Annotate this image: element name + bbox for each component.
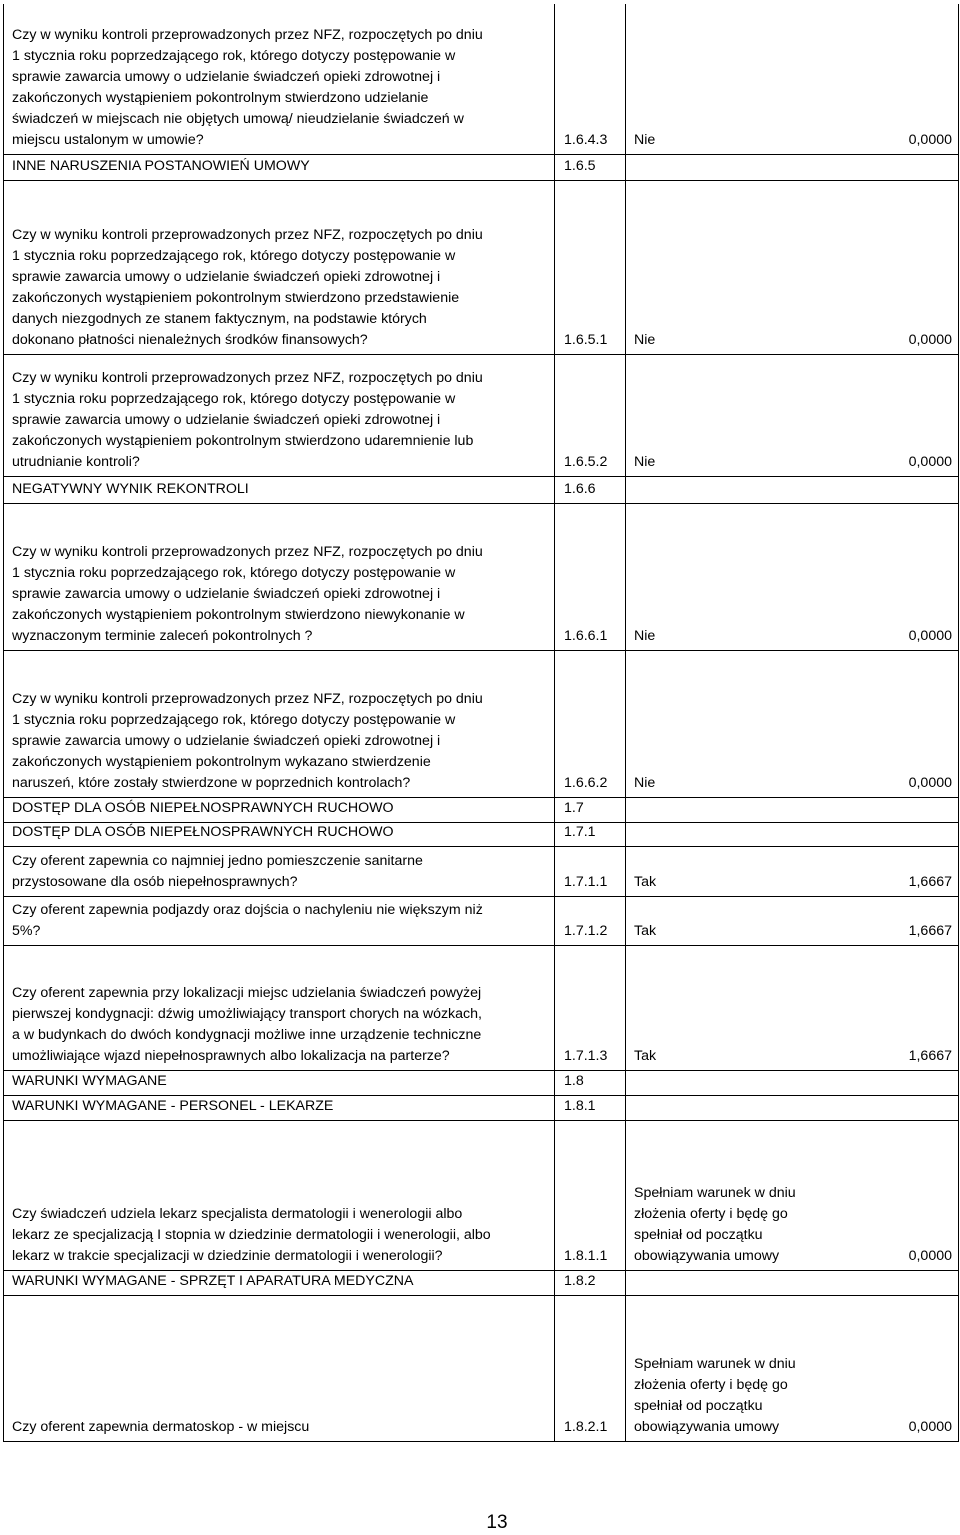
answer-text: Tak	[634, 1048, 657, 1064]
score-value: 0,0000	[908, 1248, 952, 1264]
question-text: WARUNKI WYMAGANE - SPRZĘT I APARATURA MEDYCZNA	[12, 1273, 414, 1289]
question-text: sprawie zawarcia umowy o udzielanie świadczeń opieki zdrowotnej i	[12, 586, 441, 602]
question-text: wyznaczonym terminie zaleceń pokontrolnych ?	[12, 628, 313, 644]
criterion-code: 1.7.1.2	[564, 923, 608, 939]
answer-text: Spełniam warunek w dniu	[634, 1356, 796, 1372]
question-text: a w budynkach do dwóch kondygnacji możliwe inne urządzenie techniczne	[12, 1027, 482, 1043]
answer-text: złożenia oferty i będę go	[634, 1206, 788, 1222]
row-separator	[3, 354, 959, 355]
column-divider-code	[554, 846, 555, 896]
question-text: Czy w wyniku kontroli przeprowadzonych przez NFZ, rozpoczętych po dniu	[12, 27, 483, 43]
criterion-code: 1.7.1.3	[564, 1048, 608, 1064]
criterion-code: 1.6.6.1	[564, 628, 608, 644]
answer-text: Nie	[634, 132, 656, 148]
question-text: sprawie zawarcia umowy o udzielanie świadczeń opieki zdrowotnej i	[12, 69, 441, 85]
column-divider-code	[554, 945, 555, 1070]
column-divider-code	[554, 154, 555, 180]
column-divider-code	[554, 1120, 555, 1270]
criterion-code: 1.8.2.1	[564, 1419, 608, 1435]
question-text: Czy oferent zapewnia co najmniej jedno pomieszczenie sanitarne	[12, 853, 423, 869]
question-text: zakończonych wystąpieniem pokontrolnym stwierdzono niewykonanie w	[12, 607, 465, 623]
question-text: DOSTĘP DLA OSÓB NIEPEŁNOSPRAWNYCH RUCHOWO	[12, 824, 394, 840]
row-separator	[3, 180, 959, 181]
question-text: sprawie zawarcia umowy o udzielanie świadczeń opieki zdrowotnej i	[12, 269, 441, 285]
question-text: zakończonych wystąpieniem pokontrolnym stwierdzono przedstawienie	[12, 290, 460, 306]
question-text: Czy w wyniku kontroli przeprowadzonych przez NFZ, rozpoczętych po dniu	[12, 691, 483, 707]
score-value: 0,0000	[908, 454, 952, 470]
criterion-code: 1.8.1.1	[564, 1248, 608, 1264]
score-value: 0,0000	[908, 775, 952, 791]
question-text: Czy w wyniku kontroli przeprowadzonych przez NFZ, rozpoczętych po dniu	[12, 370, 483, 386]
question-text: miejscu ustalonym w umowie?	[12, 132, 204, 148]
question-text: WARUNKI WYMAGANE - PERSONEL - LEKARZE	[12, 1098, 334, 1114]
criterion-code: 1.8.2	[564, 1273, 596, 1289]
question-text: NEGATYWNY WYNIK REKONTROLI	[12, 481, 249, 497]
answer-text: obowiązywania umowy	[634, 1419, 780, 1435]
column-divider-code	[554, 1095, 555, 1120]
score-value: 0,0000	[908, 628, 952, 644]
answer-text: Tak	[634, 874, 657, 890]
question-text: Czy w wyniku kontroli przeprowadzonych przez NFZ, rozpoczętych po dniu	[12, 544, 483, 560]
column-divider-code	[554, 503, 555, 650]
question-text: lekarz w trakcie specjalizacji w dziedzinie dermatologii i wenerologii?	[12, 1248, 443, 1264]
question-text: umożliwiające wjazd niepełnosprawnych albo lokalizacja na parterze?	[12, 1048, 450, 1064]
criterion-code: 1.6.4.3	[564, 132, 608, 148]
answer-text: złożenia oferty i będę go	[634, 1377, 788, 1393]
score-value: 0,0000	[908, 332, 952, 348]
question-text: sprawie zawarcia umowy o udzielanie świadczeń opieki zdrowotnej i	[12, 412, 441, 428]
answer-text: Nie	[634, 775, 656, 791]
criterion-code: 1.6.6	[564, 481, 596, 497]
question-text: 1 stycznia roku poprzedzającego rok, którego dotyczy postępowanie w	[12, 565, 456, 581]
question-text: zakończonych wystąpieniem pokontrolnym stwierdzono udzielanie	[12, 90, 429, 106]
question-text: Czy w wyniku kontroli przeprowadzonych przez NFZ, rozpoczętych po dniu	[12, 227, 483, 243]
criterion-code: 1.8.1	[564, 1098, 596, 1114]
question-text: naruszeń, które zostały stwierdzone w poprzednich kontrolach?	[12, 775, 411, 791]
column-divider-code	[554, 797, 555, 822]
question-text: pierwszej kondygnacji: dźwig umożliwiający transport chorych na wózkach,	[12, 1006, 482, 1022]
question-text: utrudnianie kontroli?	[12, 454, 140, 470]
criterion-code: 1.6.6.2	[564, 775, 608, 791]
question-text: dokonano płatności nienależnych środków finansowych?	[12, 332, 368, 348]
question-text: INNE NARUSZENIA POSTANOWIEŃ UMOWY	[12, 158, 310, 174]
table-border-right	[958, 4, 959, 1441]
column-divider-code	[554, 4, 555, 154]
question-text: DOSTĘP DLA OSÓB NIEPEŁNOSPRAWNYCH RUCHOWO	[12, 800, 394, 816]
column-divider-code	[554, 354, 555, 476]
score-value: 1,6667	[908, 874, 952, 890]
question-text: zakończonych wystąpieniem pokontrolnym stwierdzono udaremnienie lub	[12, 433, 474, 449]
column-divider-code	[554, 896, 555, 945]
answer-text: spełniał od początku	[634, 1227, 763, 1243]
criterion-code: 1.7.1.1	[564, 874, 608, 890]
question-text: WARUNKI WYMAGANE	[12, 1073, 167, 1089]
page-number: 13	[486, 1512, 508, 1533]
column-divider-code	[554, 650, 555, 797]
question-text: świadczeń w miejscach nie objętych umową/ nieudzielanie świadczeń w	[12, 111, 464, 127]
column-divider-code	[554, 822, 555, 846]
answer-text: spełniał od początku	[634, 1398, 763, 1414]
question-text: danych niezgodnych ze stanem faktycznym, na podstawie których	[12, 311, 427, 327]
answer-text: Tak	[634, 923, 657, 939]
row-separator	[3, 945, 959, 946]
question-text: lekarz ze specjalizacją I stopnia w dziedzinie dermatologii i wenerologii, albo	[12, 1227, 491, 1243]
table-border-left	[3, 4, 4, 1441]
question-text: 1 stycznia roku poprzedzającego rok, którego dotyczy postępowanie w	[12, 248, 456, 264]
question-text: sprawie zawarcia umowy o udzielanie świadczeń opieki zdrowotnej i	[12, 733, 441, 749]
score-value: 0,0000	[908, 1419, 952, 1435]
question-text: Czy oferent zapewnia dermatoskop - w miejscu	[12, 1419, 310, 1435]
criterion-code: 1.6.5.2	[564, 454, 608, 470]
column-divider-code	[554, 476, 555, 503]
row-separator	[3, 846, 959, 847]
score-value: 0,0000	[908, 132, 952, 148]
row-separator	[3, 503, 959, 504]
answer-text: Nie	[634, 332, 656, 348]
column-divider-answer	[625, 4, 626, 1441]
question-text: Czy oferent zapewnia podjazdy oraz dojścia o nachyleniu nie większym niż	[12, 902, 483, 918]
column-divider-code	[554, 1070, 555, 1095]
row-separator	[3, 1120, 959, 1121]
question-text: Czy oferent zapewnia przy lokalizacji miejsc udzielania świadczeń powyżej	[12, 985, 482, 1001]
answer-text: Spełniam warunek w dniu	[634, 1185, 796, 1201]
score-value: 1,6667	[908, 923, 952, 939]
row-separator	[3, 1441, 959, 1442]
column-divider-code	[554, 180, 555, 354]
question-text: 1 stycznia roku poprzedzającego rok, którego dotyczy postępowanie w	[12, 712, 456, 728]
row-separator	[3, 650, 959, 651]
question-text: przystosowane dla osób niepełnosprawnych?	[12, 874, 298, 890]
answer-text: Nie	[634, 454, 656, 470]
row-separator	[3, 1295, 959, 1296]
criterion-code: 1.7	[564, 800, 584, 816]
question-text: 5%?	[12, 923, 41, 939]
score-value: 1,6667	[908, 1048, 952, 1064]
criterion-code: 1.6.5.1	[564, 332, 608, 348]
question-text: 1 stycznia roku poprzedzającego rok, którego dotyczy postępowanie w	[12, 391, 456, 407]
row-separator	[3, 896, 959, 897]
question-text: 1 stycznia roku poprzedzającego rok, którego dotyczy postępowanie w	[12, 48, 456, 64]
row-separator	[3, 476, 959, 477]
criterion-code: 1.8	[564, 1073, 584, 1089]
answer-text: obowiązywania umowy	[634, 1248, 780, 1264]
criterion-code: 1.6.5	[564, 158, 596, 174]
question-text: zakończonych wystąpieniem pokontrolnym wykazano stwierdzenie	[12, 754, 431, 770]
column-divider-code	[554, 1295, 555, 1441]
column-divider-code	[554, 1270, 555, 1295]
row-separator	[3, 154, 959, 155]
criterion-code: 1.7.1	[564, 824, 596, 840]
answer-text: Nie	[634, 628, 656, 644]
question-text: Czy świadczeń udziela lekarz specjalista dermatologii i wenerologii albo	[12, 1206, 463, 1222]
